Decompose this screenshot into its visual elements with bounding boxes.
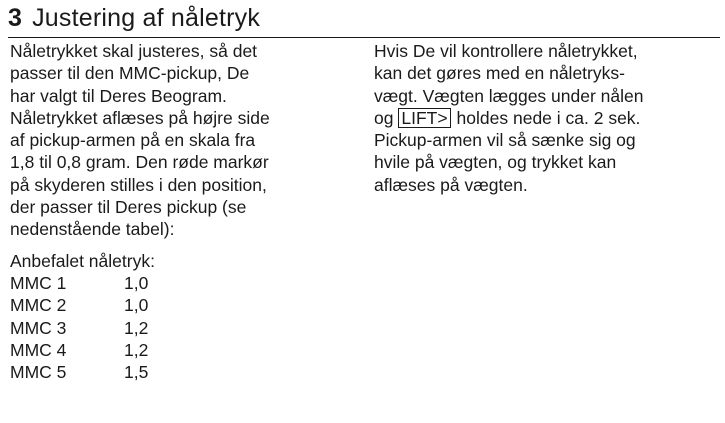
paragraph-line: 1,8 til 0,8 gram. Den røde markør bbox=[10, 152, 269, 173]
table-row bbox=[10, 294, 365, 316]
table-row bbox=[10, 317, 365, 339]
paragraph-line: passer til den MMC-pickup, De bbox=[10, 63, 250, 84]
section-heading bbox=[8, 2, 260, 34]
paragraph-line: hvile på vægten, og trykket kan bbox=[374, 152, 617, 173]
line-suffix: holdes nede i ca. 2 sek. bbox=[456, 107, 641, 128]
paragraph-line: vægt. Vægten lægges under nålen bbox=[374, 85, 644, 106]
paragraph-line: på skyderen stilles i den position, bbox=[10, 174, 267, 195]
paragraph-line: kan det gøres med en nåletryks- bbox=[374, 63, 625, 84]
paragraph-line: har valgt til Deres Beogram. bbox=[10, 85, 227, 106]
cartridge-model: MMC 5 bbox=[10, 362, 67, 383]
cartridge-model: MMC 2 bbox=[10, 295, 67, 316]
paragraph-line: aflæses på vægten. bbox=[374, 174, 528, 195]
tracking-force-value: 1,5 bbox=[124, 362, 149, 383]
paragraph-gap bbox=[10, 241, 365, 250]
section-title: Justering af nåletryk bbox=[32, 4, 261, 32]
cartridge-model: MMC 4 bbox=[10, 339, 67, 360]
paragraph-line: Nåletrykket skal justeres, så det bbox=[10, 41, 258, 61]
paragraph-line: Hvis De vil kontrollere nåletrykket, bbox=[374, 41, 638, 61]
paragraph-line bbox=[374, 107, 720, 129]
tracking-force-value: 1,2 bbox=[124, 317, 149, 338]
cartridge-model: MMC 3 bbox=[10, 317, 67, 338]
paragraph-line: nedenstående tabel): bbox=[10, 219, 175, 240]
cartridge-model: MMC 1 bbox=[10, 272, 67, 293]
table-row bbox=[10, 339, 365, 361]
heading-rule bbox=[8, 37, 720, 38]
paragraph-line: Pickup-armen vil så sænke sig og bbox=[374, 130, 636, 151]
paragraph-line: af pickup-armen på en skala fra bbox=[10, 130, 256, 151]
right-column bbox=[374, 40, 720, 196]
line-prefix: og bbox=[374, 107, 394, 128]
tracking-force-value: 1,2 bbox=[124, 339, 149, 360]
lift-key-symbol: LIFT> bbox=[398, 108, 450, 128]
paragraph-line: der passer til Deres pickup (se bbox=[10, 197, 247, 218]
tracking-force-value: 1,0 bbox=[124, 295, 149, 316]
table-row bbox=[10, 272, 365, 294]
left-column bbox=[10, 40, 365, 383]
section-number: 3 bbox=[8, 4, 23, 32]
table-heading: Anbefalet nåletryk: bbox=[10, 250, 155, 271]
paragraph-line: Nåletrykket aflæses på højre side bbox=[10, 107, 270, 128]
tracking-force-value: 1,0 bbox=[124, 272, 149, 293]
table-row bbox=[10, 361, 365, 383]
